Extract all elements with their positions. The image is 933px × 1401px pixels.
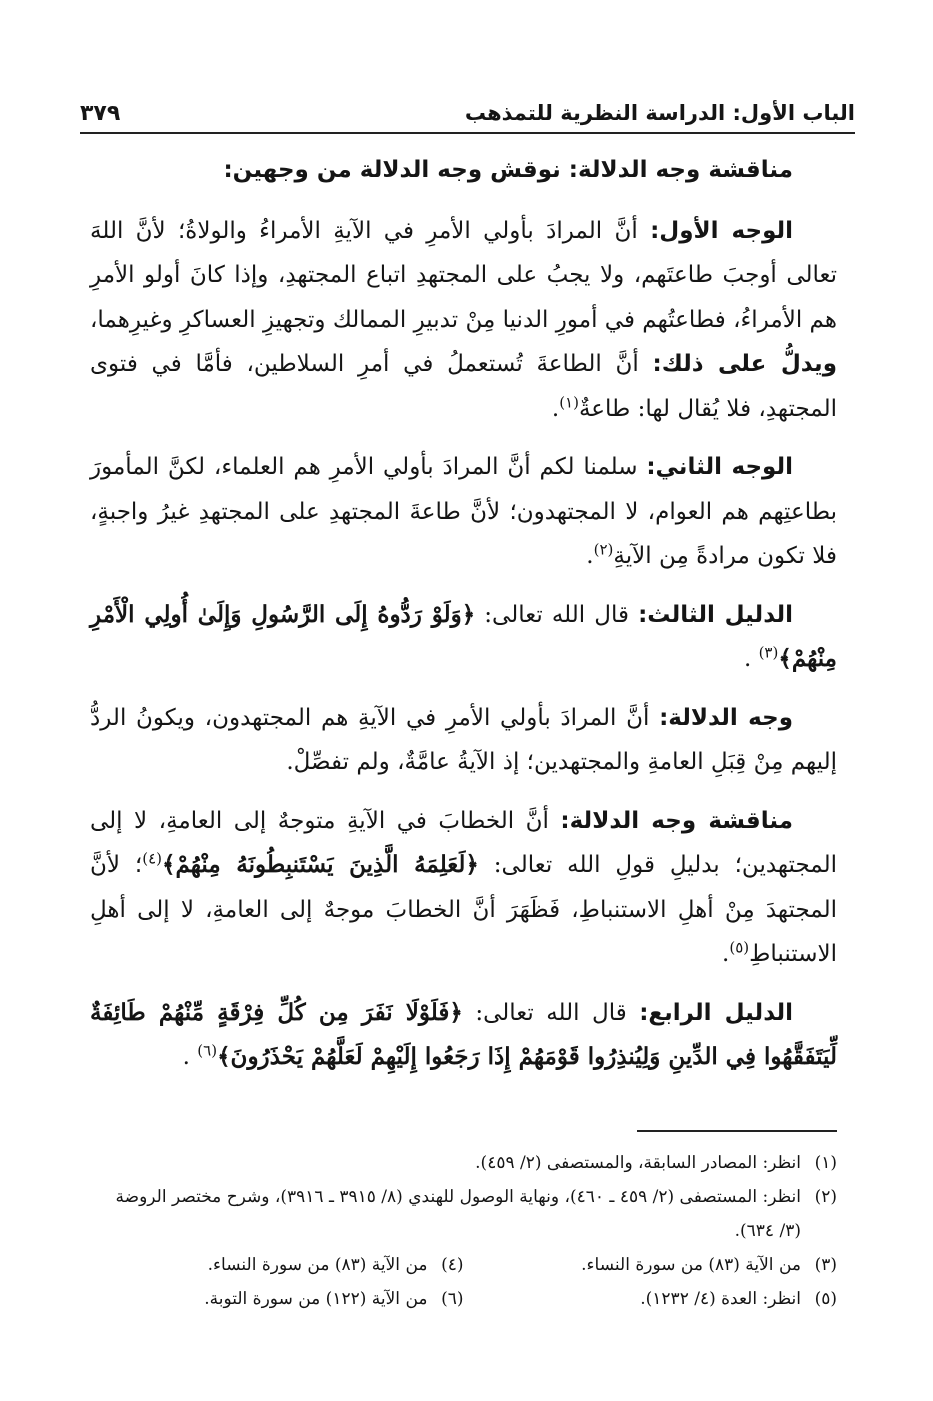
paragraph-end: . [551, 395, 560, 422]
footnote-4 [90, 1248, 464, 1282]
footnote-3 [464, 1248, 838, 1282]
paragraph-end: . [722, 941, 730, 967]
footnote-row-5-6 [90, 1282, 837, 1316]
footnote-1 [90, 1146, 837, 1180]
paragraph-fourth-evidence [90, 991, 837, 1080]
footnote-row-3-4 [90, 1248, 837, 1282]
paragraph-text: أنَّ الخطابَ في الآيةِ متوجهٌ إلى العامةِ، لا إلى المجتهدين؛ بدليلِ قولِ الله تعالى: [90, 807, 837, 878]
paragraph-lead: الوجه الثاني: [646, 454, 793, 480]
paragraph-text: أنَّ الطاعةَ تُستعملُ في أمرِ السلاطين، فأمَّا في فتوى المجتهدِ، فلا يُقال لها: طاعةٌ [90, 351, 837, 422]
paragraph-indication-discussion [90, 799, 837, 977]
footnote-number: (١) [814, 1153, 837, 1173]
footnote-text: من الآية (١٢٢) من سورة التوبة. [204, 1289, 428, 1309]
paragraph-lead: مناقشة وجه الدلالة: نوقش وجه الدلالة من وجهين: [223, 157, 793, 183]
footnote-text: انظر: العدة (٤/ ١٢٣٢). [640, 1289, 801, 1309]
footnote-reference[interactable]: (٦) [197, 1041, 218, 1060]
quran-verse: ﴿فَلَوْلَا نَفَرَ مِن كُلِّ فِرْقَةٍ مِّنْهُمْ طَائِفَةٌ لِّيَتَفَقَّهُوا فِي الدِّينِ وَلِيُنذِرُوا قَوْمَهُمْ إِذَا رَجَعُوا إِلَيْهِمْ لَعَلَّهُمْ يَحْذَرُونَ﴾ [90, 998, 837, 1070]
paragraph-lead: وجه الدلالة: [659, 704, 793, 731]
paragraph-first-aspect [90, 209, 837, 432]
paragraph-text: قال الله تعالى: [462, 999, 640, 1026]
running-header [80, 96, 855, 134]
paragraph-text: قال الله تعالى: [475, 601, 639, 628]
footnote-reference[interactable]: (١) [559, 392, 579, 411]
paragraph-end: . [743, 646, 759, 672]
footnote-6 [90, 1282, 464, 1316]
footnote-text: انظر: المستصفى (٢/ ٤٥٩ ـ ٤٦٠)، ونهاية الوصول للهندي (٨/ ٣٩١٥ ـ ٣٩١٦)، وشرح مختصر الروضة (٣/ ٦٣٤). [115, 1187, 801, 1241]
footnote-text: من الآية (٨٣) من سورة النساء. [207, 1255, 428, 1275]
paragraph-discussion-heading [90, 148, 837, 193]
footnote-reference[interactable]: (٣) [758, 643, 779, 662]
footnote-number: (٤) [441, 1255, 464, 1275]
footnote-5 [464, 1282, 838, 1316]
footnote-number: (٦) [441, 1289, 464, 1309]
paragraph-lead: الوجه الأول: [650, 217, 794, 244]
paragraph-text: أنَّ المرادَ بأولي الأمرِ في الآيةِ هم المجتهدون، ويكونُ الردُّ إليهم مِنْ قِبَلِ العامةِ والمجتهدين؛ إذ الآيةُ عامَّةٌ، ولم تفصِّلْ. [90, 704, 837, 775]
paragraph-text: سلمنا لكم أنَّ المرادَ بأولي الأمرِ هم العلماء، لكنَّ المأمورَ بطاعتِهم هم العوام، لا المجتهدون؛ لأنَّ طاعةَ المجتهدِ على المجتهدِ غيرُ واجبةٍ، فلا تكون مرادةً مِن الآيةِ [90, 454, 837, 569]
footnote-number: (٣) [814, 1255, 837, 1275]
paragraph-end: . [182, 1044, 198, 1070]
footnote-reference[interactable]: (٤) [142, 849, 163, 868]
paragraph-lead-inline: ويدلُّ على ذلك: [652, 351, 837, 377]
paragraph-indication [90, 696, 837, 785]
paragraph-second-aspect [90, 445, 837, 579]
footnote-reference[interactable]: (٢) [593, 540, 614, 559]
footnote-divider [637, 1130, 837, 1132]
footnotes [90, 1146, 837, 1316]
footnote-number: (٢) [814, 1187, 837, 1207]
paragraph-text: أنَّ المرادَ بأولي الأمرِ في الآيةِ الأمراءُ والولاةُ؛ لأنَّ اللهَ تعالى أوجبَ طاعتَهم، ولا يجبُ على المجتهدِ اتباع المجتهدِ، وإذا كانَ أولو الأمرِ هم الأمراءُ، فطاعتُهم في أمورِ الدنيا مِنْ تدبيرِ الممالك وتجهيزِ العساكرِ وغيرِهما، [90, 217, 837, 333]
footnote-reference[interactable]: (٥) [729, 938, 750, 957]
main-text [90, 148, 837, 1094]
page-number: ٣٧٩ [80, 100, 121, 126]
quran-verse: ﴿وَلَوْ رَدُّوهُ إِلَى الرَّسُولِ وَإِلَىٰ أُولِي الْأَمْرِ مِنْهُمْ﴾ [90, 600, 837, 672]
quran-verse: ﴿لَعَلِمَهُ الَّذِينَ يَسْتَنبِطُونَهُ مِنْهُمْ﴾ [162, 851, 479, 878]
footnote-text: انظر: المصادر السابقة، والمستصفى (٢/ ٤٥٩). [475, 1153, 801, 1173]
paragraph-third-evidence [90, 593, 837, 682]
paragraph-text: ؛ لأنَّ المجتهدَ مِنْ أهلِ الاستنباطِ، فَظَهَرَ أنَّ الخطابَ موجهٌ إلى العامةِ، لا إلى أهلِ الاستنباطِ [90, 852, 837, 967]
paragraph-lead: مناقشة وجه الدلالة: [560, 807, 793, 834]
footnote-number: (٥) [814, 1289, 837, 1309]
paragraph-lead: الدليل الرابع: [639, 999, 793, 1026]
chapter-title: الباب الأول: الدراسة النظرية للتمذهب [464, 101, 855, 125]
footnote-text: من الآية (٨٣) من سورة النساء. [581, 1255, 801, 1275]
paragraph-lead: الدليل الثالث: [638, 601, 793, 628]
footnote-2 [90, 1180, 837, 1248]
paragraph-end: . [586, 543, 594, 569]
